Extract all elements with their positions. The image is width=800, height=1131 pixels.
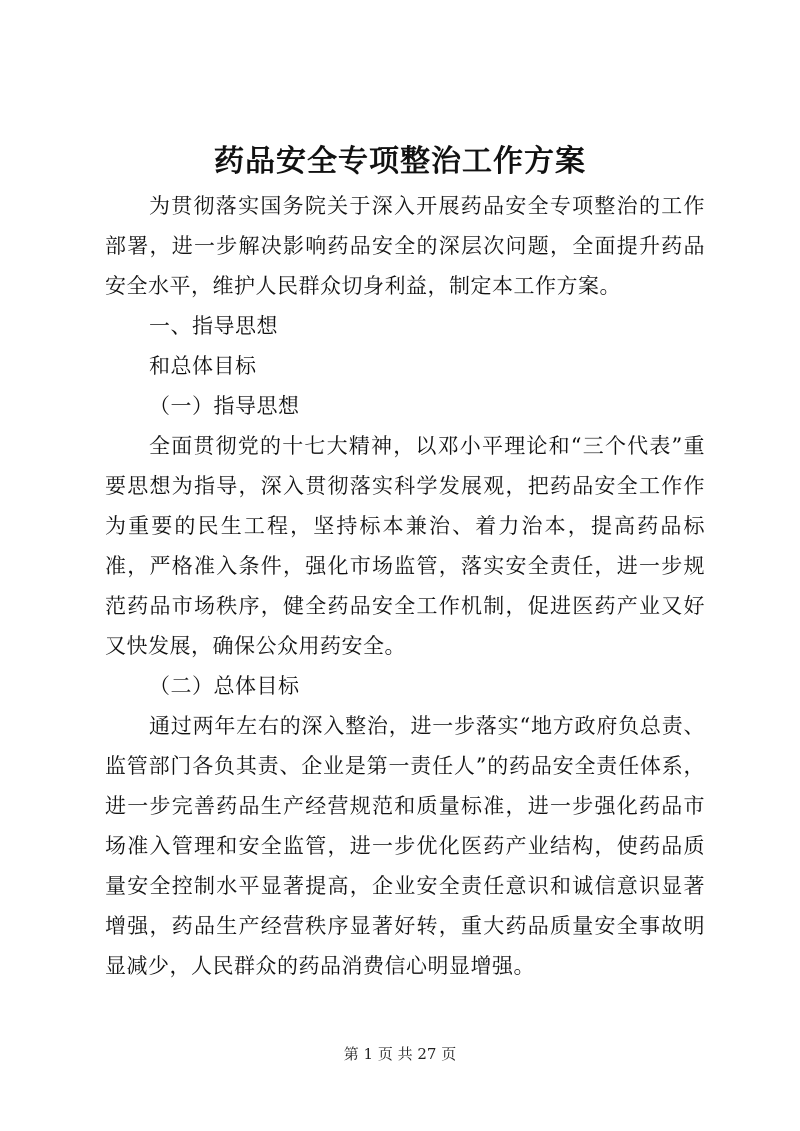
page-number-footer: 第 1 页 共 27 页 — [343, 1045, 457, 1063]
subsection-heading-goals: （二）总体目标 — [149, 674, 300, 698]
subsection-heading-guiding: （一）指导思想 — [149, 394, 300, 418]
intro-paragraph: 为贯彻落实国务院关于深入开展药品安全专项整治的工作部署，进一步解决影响药品安全的深层次问题，全面提升药品安全水平，维护人民群众切身利益，制定本工作方案。 — [105, 194, 705, 298]
document-body — [105, 186, 705, 986]
section-heading-goals: 和总体目标 — [149, 354, 257, 378]
section-heading-guiding: 一、指导思想 — [149, 314, 278, 338]
page-title: 药品安全专项整治工作方案 — [214, 144, 586, 179]
goals-paragraph: 通过两年左右的深入整治，进一步落实“地方政府负总责、监管部门各负其责、企业是第一责任人”的药品安全责任体系，进一步完善药品生产经营规范和质量标准，进一步强化药品市场准入管理和安全监管，进一步优化医药产业结构，使药品质量安全控制水平显著提高，企业安全责任意识和诚信意识显著增强，药品生产经营秩序显著好转，重大药品质量安全事故明显减少，人民群众的药品消费信心明显增强。 — [105, 714, 705, 978]
guiding-paragraph: 全面贯彻党的十七大精神，以邓小平理论和“三个代表”重要思想为指导，深入贯彻落实科学发展观，把药品安全工作作为重要的民生工程，坚持标本兼治、着力治本，提高药品标准，严格准入条件，强化市场监管，落实安全责任，进一步规范药品市场秩序，健全药品安全工作机制，促进医药产业又好又快发展，确保公众用药安全。 — [105, 434, 705, 658]
